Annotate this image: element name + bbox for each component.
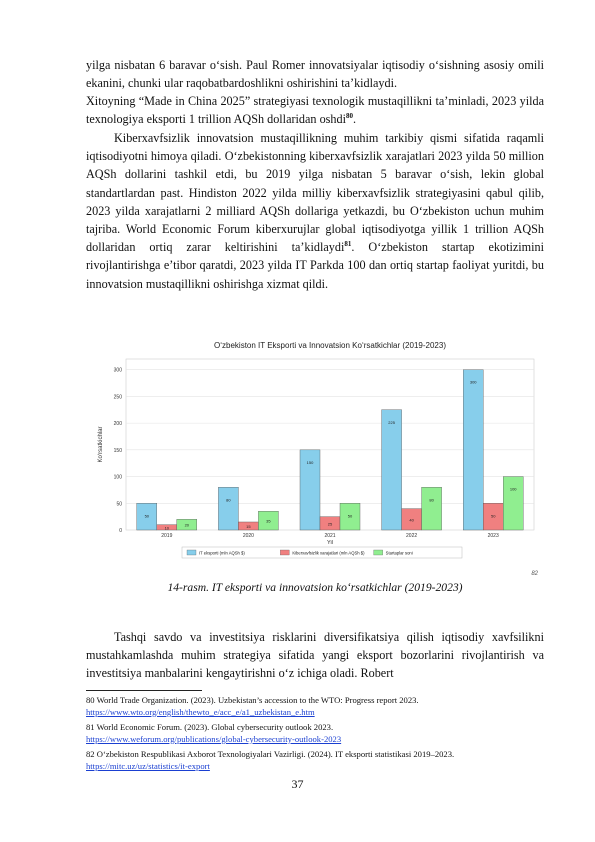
bar-2022-1 bbox=[382, 410, 402, 530]
chart-title: O‘zbekiston IT Eksporti va Innovatsion Ko‘rsatkichlar (2019-2023) bbox=[214, 341, 446, 350]
footnote-82-link[interactable]: https://mitc.uz/uz/statistics/it-export bbox=[86, 760, 210, 771]
y-tick-label: 200 bbox=[113, 421, 122, 428]
paragraph-1-text: yilga nisbatan 6 baravar o‘sish. Paul Romer innovatsiyalar iqtisodiy o‘sishning asosiy omili ekanini, chunki ular raqobatbardoshlikni oshirishini ta’kidlaydi. bbox=[86, 58, 544, 91]
footnote-80-link[interactable]: https://www.wto.org/english/thewto_e/acc_e/a1_uzbekistan_e.htm bbox=[86, 706, 315, 717]
bar-value-label: 20 bbox=[184, 522, 190, 528]
footnote-ref-80[interactable]: 80 bbox=[345, 112, 353, 121]
x-tick-label: 2021 bbox=[324, 533, 336, 539]
bar-value-label: 15 bbox=[246, 523, 251, 529]
footnote-80 bbox=[86, 695, 544, 719]
footnote-divider bbox=[86, 690, 202, 691]
y-tick-label: 100 bbox=[113, 474, 122, 481]
paragraph-3-end: . O‘zbekiston startap ekotizimini rivojlantirishga e’tibor qaratdi, 2023 yilda IT Parkda 100 dan ortiq startap faoliyat yuritdi, bu innovatsion mustaqillikni oshirishga xizmat qildi. bbox=[86, 240, 544, 291]
bar-value-label: 40 bbox=[409, 517, 414, 523]
footnote-ref-81[interactable]: 81 bbox=[344, 240, 352, 249]
bar-2020-1 bbox=[218, 487, 238, 530]
paragraph-2-end: . bbox=[352, 112, 357, 127]
bar-2022-3 bbox=[422, 487, 442, 530]
x-tick-label: 2022 bbox=[406, 533, 418, 539]
y-tick-label: 150 bbox=[113, 447, 122, 454]
bar-value-label: 35 bbox=[266, 518, 271, 524]
legend-label-2: Kiberxavfsizlik xarajatlari (mln AQSh $) bbox=[292, 550, 365, 556]
legend-swatch-3 bbox=[374, 550, 383, 555]
bar-value-label: 80 bbox=[226, 497, 231, 503]
bar-value-label: 80 bbox=[429, 497, 434, 503]
x-axis-label: Yil bbox=[327, 540, 333, 546]
footnote-80-text: 80 World Trade Organization. (2023). Uzbekistan’s accession to the WTO: Progress report 2023. bbox=[86, 695, 419, 705]
bar-value-label: 50 bbox=[347, 513, 353, 519]
x-tick-label: 2023 bbox=[487, 533, 499, 539]
figure-chart bbox=[86, 335, 544, 579]
bar-2023-3 bbox=[503, 477, 523, 530]
bar-value-label: 50 bbox=[144, 513, 150, 519]
paragraph-3-text: Kiberxavfsizlik innovatsion mustaqillikning muhim tarkibiy qismi sifatida raqamli iqtisodiyotni himoya qiladi. O‘zbekistonning kiberxavfsizlik xarajatlari 2023 yilda 50 million AQSh dollarini tashkil etdi, bu 2019 yilga nisbatan 5 baravar o‘sish, lekin global standartlardan past. Hindiston 2022 yilda milliy kiberxavfsizlik strategiyasini qabul qilib, 2023 yilda xarajatlarni 2 milliard AQSh dollariga yetkazdi, bu O‘zbekiston uchun muhim tajriba. World Economic Forum kiberxurujlar global iqtisodiyotga yillik 1 trillion AQSh dollaridan ortiq zarar keltirishini ta’kidlaydi bbox=[86, 131, 544, 255]
x-tick-label: 2020 bbox=[242, 533, 254, 539]
paragraph-4 bbox=[86, 628, 544, 683]
bar-value-label: 25 bbox=[327, 521, 333, 527]
footnote-82 bbox=[86, 749, 544, 773]
footnote-82-text: 82 O‘zbekiston Respublikasi Axborot Texnologiyalari Vazirligi. (2024). IT eksporti statistikasi 2019–2023. bbox=[86, 749, 455, 759]
legend-label-3: Startaplar soni bbox=[385, 550, 413, 556]
bar-value-label: 150 bbox=[306, 459, 314, 465]
paragraph-1 bbox=[86, 56, 544, 92]
paragraph-2 bbox=[86, 92, 544, 128]
y-tick-label: 0 bbox=[119, 528, 122, 534]
y-tick-label: 300 bbox=[113, 367, 122, 374]
footnote-81-link[interactable]: https://www.weforum.org/publications/global-cybersecurity-outlook-2023 bbox=[86, 733, 342, 744]
page-number: 37 bbox=[291, 777, 304, 791]
y-tick-label: 250 bbox=[113, 394, 122, 401]
paragraph-2-text: Xitoyning “Made in China 2025” strategiyasi texnologik mustaqillikni ta’minladi, 2023 yilda texnologiya eksporti 1 trillion AQSh dollaridan oshdi bbox=[86, 94, 544, 127]
legend-label-1: IT eksporti (mln AQSh $) bbox=[199, 550, 245, 556]
bar-chart bbox=[86, 335, 544, 579]
x-tick-label: 2019 bbox=[161, 533, 173, 539]
paragraph-4-text: Tashqi savdo va investitsiya risklarini diversifikatsiya qilish iqtisodiy xavfsilikni mustahkamlashda muhim strategiya sifatida yangi eksport bozorlarini rivojlantirish va investitsiya manbalarini kengaytirishni o‘z ichiga oladi. Robert bbox=[86, 630, 544, 681]
chart-source-ref: 82 bbox=[531, 571, 538, 577]
y-axis-label: Ko‘rsatkichlar bbox=[98, 426, 104, 463]
bar-value-label: 225 bbox=[388, 419, 395, 425]
bar-value-label: 10 bbox=[164, 525, 170, 531]
legend-swatch-2 bbox=[280, 550, 289, 555]
bar-2023-1 bbox=[463, 370, 483, 530]
bar-value-label: 50 bbox=[490, 513, 496, 519]
y-tick-label: 50 bbox=[116, 501, 122, 508]
figure-caption: 14-rasm. IT eksporti va innovatsion ko‘rsatkichlar (2019-2023) bbox=[167, 581, 463, 594]
bar-value-label: 300 bbox=[469, 379, 477, 385]
paragraph-3 bbox=[86, 129, 544, 293]
footnote-81-text: 81 World Economic Forum. (2023). Global cybersecurity outlook 2023. bbox=[86, 722, 334, 732]
legend-swatch-1 bbox=[187, 550, 196, 555]
bar-value-label: 100 bbox=[509, 486, 517, 492]
footnote-81 bbox=[86, 722, 544, 746]
